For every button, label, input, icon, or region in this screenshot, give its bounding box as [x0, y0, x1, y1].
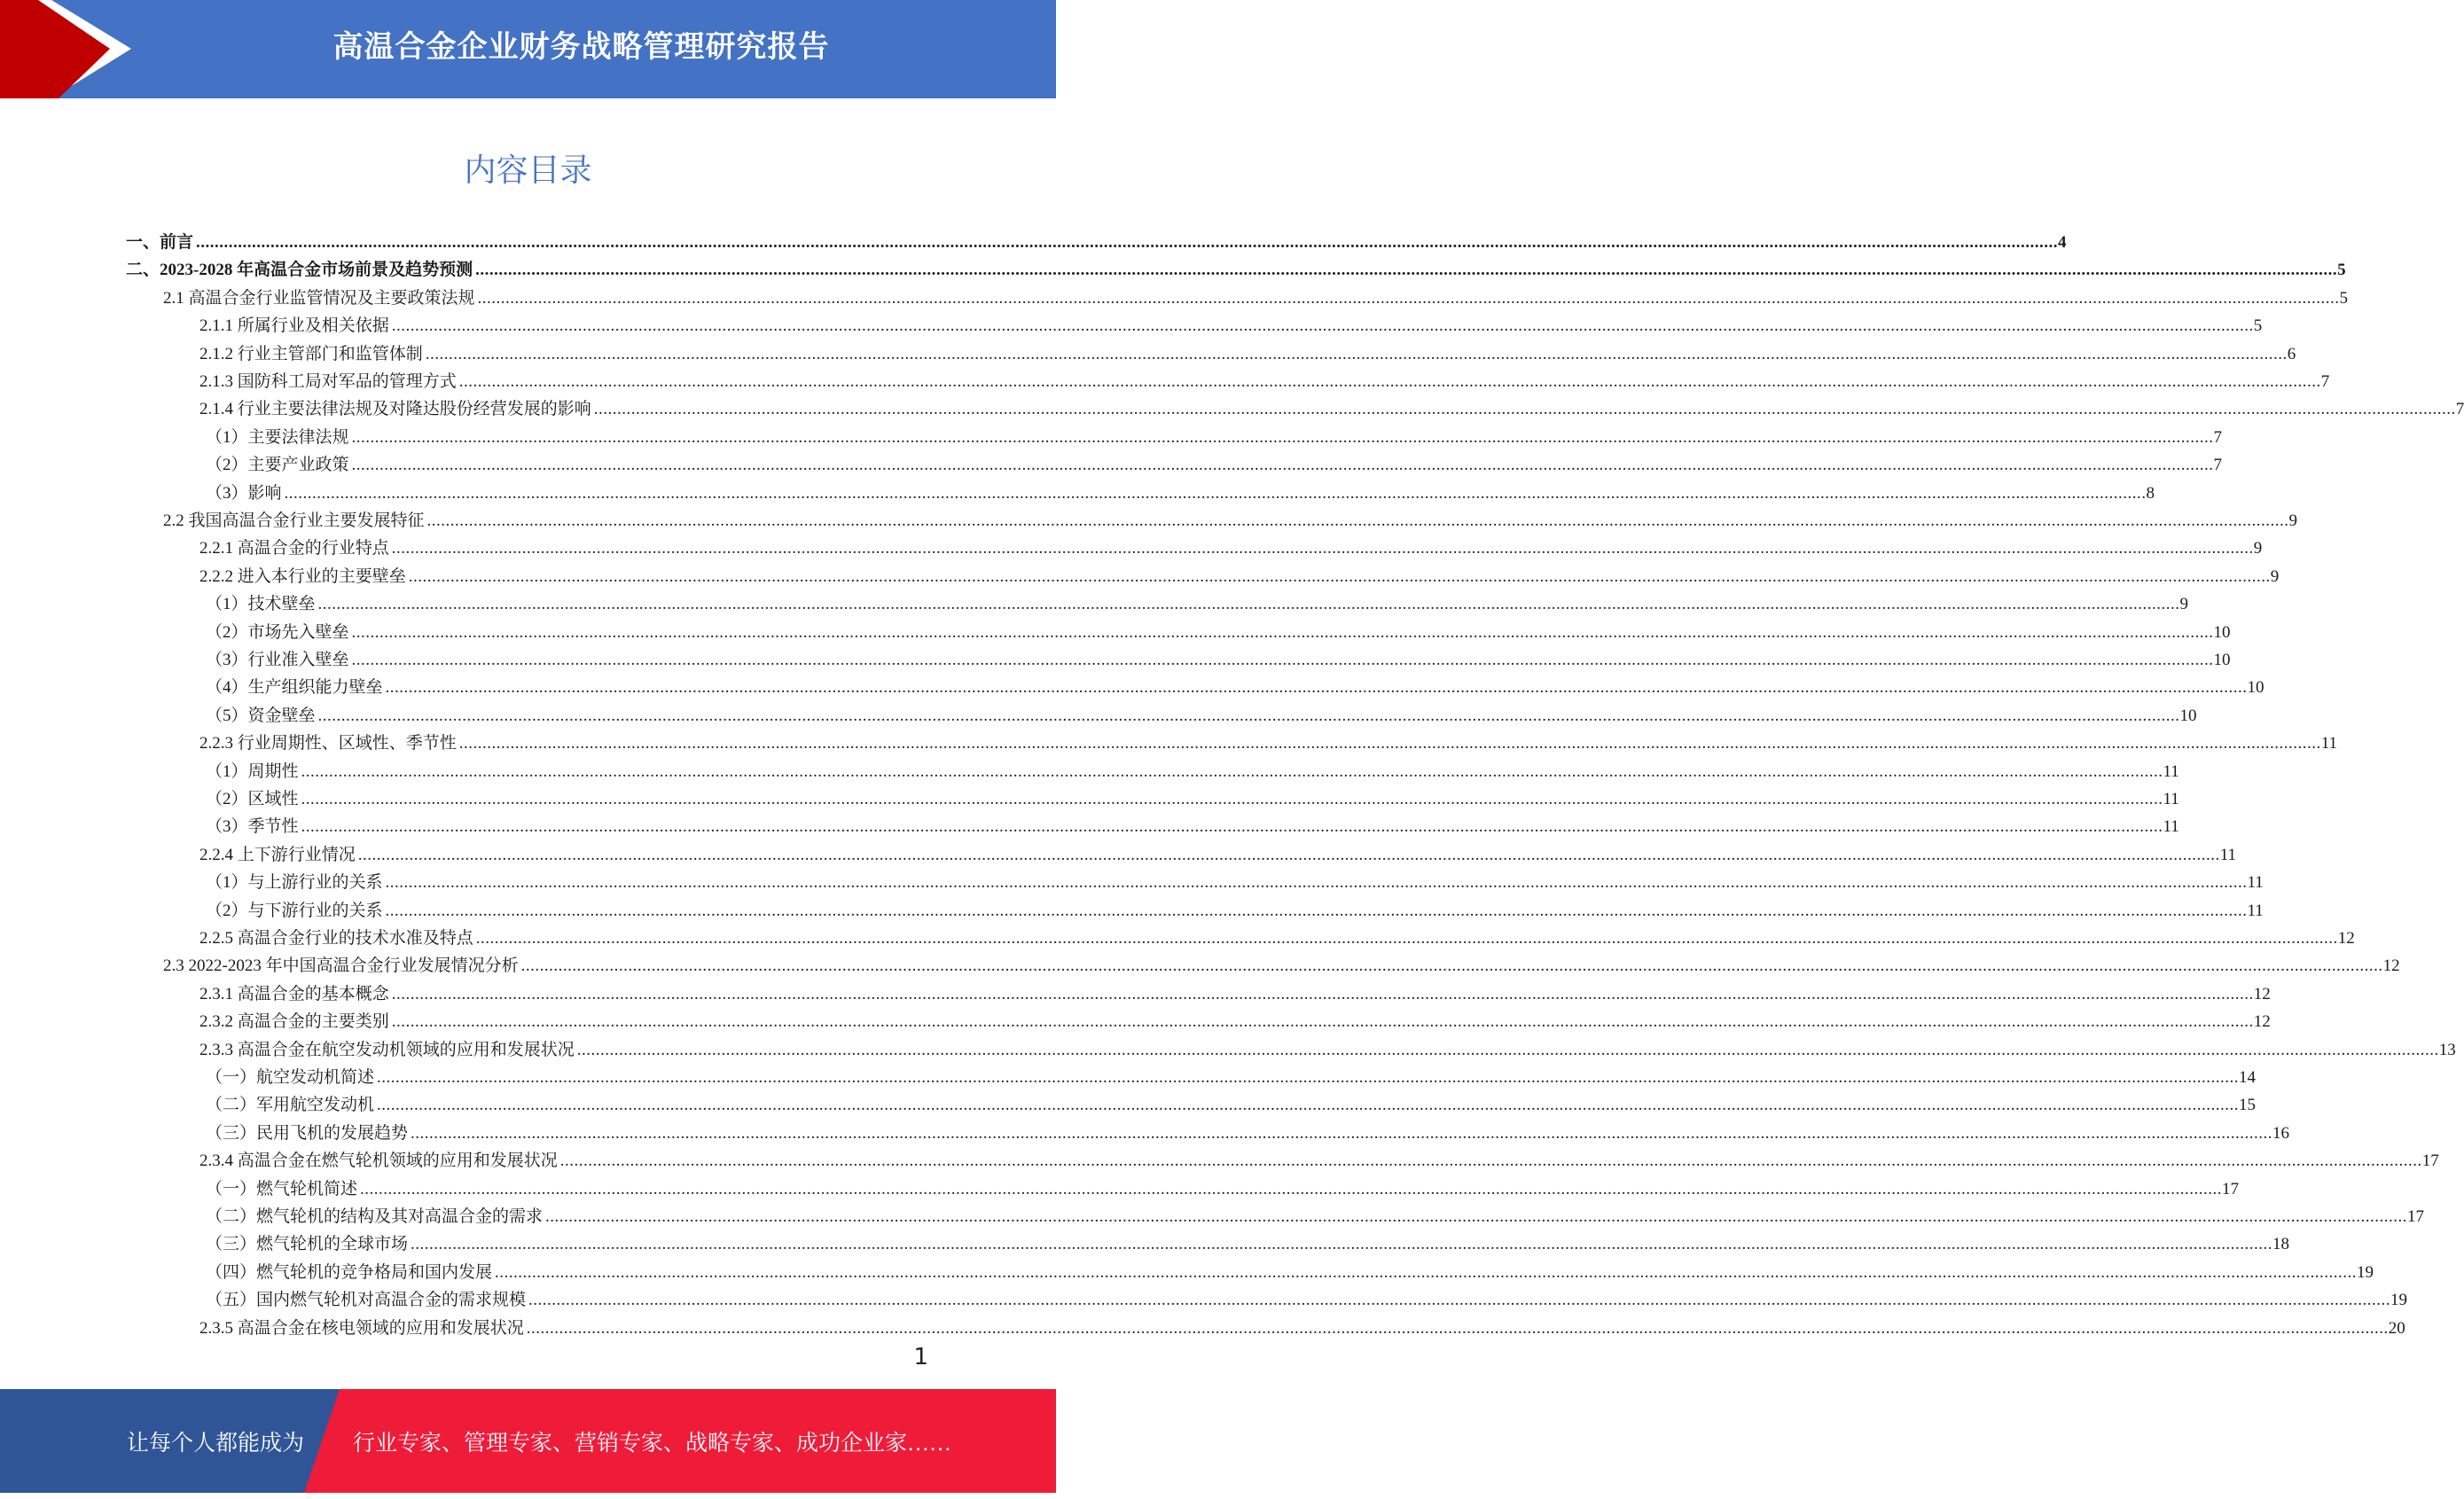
toc-entry-title: （2）市场先入壁垒 [206, 623, 349, 642]
toc-dot-leader: ................................................................................................................................................................................................................................................................................................................................................................................................................ [351, 456, 2214, 474]
toc-dot-leader: ................................................................................................................................................................................................................................................................................................................................................................................................................ [360, 1180, 2223, 1198]
toc-entry[interactable] [163, 949, 2400, 976]
toc-entry-page: 20 [2388, 1319, 2405, 1338]
toc-entry-title: 2.1.1 所属行业及相关依据 [199, 316, 389, 335]
toc-entry[interactable] [206, 1283, 2408, 1310]
toc-dot-leader: ................................................................................................................................................................................................................................................................................................................................................................................................................ [357, 846, 2220, 864]
toc-entry-title: （5）资金壁垒 [206, 707, 316, 725]
toc-entry-page: 12 [2382, 956, 2400, 975]
toc-dot-leader: ................................................................................................................................................................................................................................................................................................................................................................................................................ [411, 1235, 2273, 1253]
toc-entry-page: 11 [2247, 873, 2264, 892]
toc-entry-title: （一）燃气轮机简述 [206, 1180, 358, 1198]
toc-heading: 内容目录 [464, 152, 592, 189]
toc-entry-title: 2.2.3 行业周期性、区域性、季节性 [199, 734, 457, 753]
toc-entry-page: 7 [2213, 428, 2223, 447]
toc-entry[interactable] [206, 894, 2264, 921]
toc-entry-title: 2.1.4 行业主要法律法规及对隆达股份经营发展的影响 [199, 400, 591, 418]
toc-entry[interactable] [199, 337, 2296, 364]
toc-entry-title: 2.1.2 行业主管部门和监管体制 [199, 345, 423, 363]
toc-entry-page: 8 [2146, 484, 2155, 503]
toc-entry-title: 2.1.3 国防科工局对军品的管理方式 [199, 372, 457, 391]
footer-bar [0, 1389, 1056, 1493]
footer-slogan: 让每个人都能成为 [127, 1432, 305, 1456]
toc-entry-title: 2.3.1 高温合金的基本概念 [199, 985, 389, 1003]
toc-entry-page: 7 [2455, 400, 2464, 418]
toc-entry-page: 18 [2272, 1235, 2290, 1253]
toc-entry-page: 10 [2213, 651, 2231, 669]
toc-entry-page: 13 [2438, 1041, 2456, 1059]
toc-entry[interactable] [206, 1199, 2425, 1227]
toc-entry-title: （一）航空发动机简述 [206, 1068, 375, 1087]
toc-entry-page: 16 [2272, 1124, 2290, 1143]
toc-entry[interactable] [206, 1088, 2257, 1115]
toc-entry[interactable] [206, 754, 2179, 782]
toc-entry-title: （4）生产组织能力壁垒 [206, 678, 383, 697]
toc-entry-title: 2.2.2 进入本行业的主要壁垒 [199, 567, 406, 586]
toc-entry[interactable] [126, 225, 2067, 253]
toc-dot-leader: ................................................................................................................................................................................................................................................................................................................................................................................................................ [301, 790, 2163, 808]
footer-tagline: 行业专家、管理专家、营销专家、战略专家、成功企业家…… [353, 1432, 952, 1456]
toc-entry-page: 9 [2270, 567, 2280, 586]
toc-entry-page: 11 [2163, 790, 2179, 808]
toc-entry-title: 二、2023-2028 年高温合金市场前景及趋势预测 [126, 261, 473, 279]
toc-entry[interactable] [206, 809, 2179, 837]
toc-dot-leader: ................................................................................................................................................................................................................................................................................................................................................................................................................ [391, 1012, 2254, 1031]
toc-dot-leader: ................................................................................................................................................................................................................................................................................................................................................................................................................ [545, 1207, 2408, 1226]
toc-entry[interactable] [206, 1060, 2257, 1088]
toc-entry-title: （1）主要法律法规 [206, 428, 349, 447]
toc-entry[interactable] [163, 504, 2298, 531]
toc-entry-title: 2.2.5 高温合金行业的技术水准及特点 [199, 929, 473, 948]
toc-entry-title: 2.2.1 高温合金的行业特点 [199, 539, 389, 558]
toc-dot-leader: ................................................................................................................................................................................................................................................................................................................................................................................................................ [391, 316, 2254, 335]
toc-entry[interactable] [206, 587, 2189, 614]
toc-entry-title: （三）燃气轮机的全球市场 [206, 1235, 409, 1253]
toc-entry-page: 9 [2253, 539, 2263, 558]
toc-entry-title: 2.2 我国高温合金行业主要发展特征 [163, 511, 425, 530]
toc-dot-leader: ................................................................................................................................................................................................................................................................................................................................................................................................................ [301, 817, 2163, 836]
toc-entry-title: 2.3.3 高温合金在航空发动机领域的应用和发展状况 [199, 1041, 575, 1059]
toc-entry[interactable] [206, 670, 2265, 698]
toc-dot-leader: ................................................................................................................................................................................................................................................................................................................................................................................................................ [317, 595, 2180, 613]
toc-entry-page: 10 [2213, 623, 2231, 642]
toc-dot-leader: ................................................................................................................................................................................................................................................................................................................................................................................................................ [520, 956, 2383, 975]
toc-entry-page: 19 [2390, 1291, 2408, 1309]
toc-dot-leader: ................................................................................................................................................................................................................................................................................................................................................................................................................ [196, 233, 2059, 252]
toc-entry[interactable] [206, 1255, 2374, 1283]
toc-entry-page: 11 [2163, 817, 2179, 836]
toc-entry-page: 15 [2239, 1096, 2257, 1114]
toc-dot-leader: ................................................................................................................................................................................................................................................................................................................................................................................................................ [425, 345, 2288, 363]
toc-entry-title: （2）区域性 [206, 790, 299, 808]
toc-dot-leader: ................................................................................................................................................................................................................................................................................................................................................................................................................ [475, 929, 2338, 948]
toc-entry-title: 一、前言 [126, 233, 194, 252]
toc-entry-title: （三）民用飞机的发展趋势 [206, 1124, 409, 1143]
toc-entry[interactable] [199, 364, 2330, 392]
toc-entry[interactable] [199, 1144, 2439, 1171]
toc-entry[interactable] [206, 782, 2179, 809]
toc-entry[interactable] [206, 615, 2231, 643]
toc-entry-page: 9 [2179, 595, 2189, 613]
toc-dot-leader: ................................................................................................................................................................................................................................................................................................................................................................................................................ [385, 902, 2248, 920]
toc-entry-page: 7 [2213, 456, 2223, 474]
toc-entry-page: 14 [2239, 1068, 2257, 1087]
report-title: 高温合金企业财务战略管理研究报告 [332, 29, 830, 65]
toc-entry-title: （3）行业准入壁垒 [206, 651, 349, 669]
toc-entry-title: 2.3.5 高温合金在核电领域的应用和发展状况 [199, 1319, 524, 1338]
toc-entry-page: 11 [2247, 902, 2264, 920]
toc-dot-leader: ................................................................................................................................................................................................................................................................................................................................................................................................................ [377, 1068, 2240, 1087]
toc-entry-title: 2.2.4 上下游行业情况 [199, 846, 356, 864]
toc-dot-leader: ................................................................................................................................................................................................................................................................................................................................................................................................................ [385, 678, 2248, 697]
toc-entry-page: 5 [2253, 316, 2263, 335]
toc-entry[interactable] [206, 476, 2155, 504]
toc-entry[interactable] [199, 838, 2237, 865]
toc-dot-leader: ................................................................................................................................................................................................................................................................................................................................................................................................................ [284, 484, 2147, 503]
toc-dot-leader: ................................................................................................................................................................................................................................................................................................................................................................................................................ [458, 372, 2321, 391]
toc-entry-title: （3）季节性 [206, 817, 299, 836]
toc-dot-leader: ................................................................................................................................................................................................................................................................................................................................................................................................................ [351, 623, 2214, 642]
toc-entry-title: （1）与上游行业的关系 [206, 873, 383, 892]
toc-dot-leader: ................................................................................................................................................................................................................................................................................................................................................................................................................ [385, 873, 2248, 892]
toc-entry[interactable] [199, 531, 2263, 558]
toc-entry[interactable] [199, 1004, 2271, 1032]
toc-entry-title: （二）燃气轮机的结构及其对高温合金的需求 [206, 1207, 544, 1226]
toc-entry-title: （2）与下游行业的关系 [206, 902, 383, 920]
toc-dot-leader: ................................................................................................................................................................................................................................................................................................................................................................................................................ [426, 511, 2289, 530]
toc-entry-page: 4 [2058, 233, 2067, 252]
toc-entry[interactable] [126, 253, 2346, 280]
toc-entry-page: 6 [2287, 345, 2296, 363]
toc-dot-leader: ................................................................................................................................................................................................................................................................................................................................................................................................................ [411, 1124, 2273, 1143]
toc-entry[interactable] [206, 1227, 2290, 1254]
toc-entry-page: 11 [2320, 734, 2338, 753]
toc-entry-page: 10 [2179, 707, 2197, 725]
toc-entry-page: 17 [2222, 1180, 2240, 1198]
toc-entry[interactable] [206, 420, 2223, 448]
toc-entry-page: 17 [2407, 1207, 2425, 1226]
toc-entry[interactable] [206, 1116, 2290, 1144]
toc-entry[interactable] [199, 559, 2280, 587]
toc-entry[interactable] [199, 1033, 2456, 1060]
toc-dot-leader: ................................................................................................................................................................................................................................................................................................................................................................................................................ [495, 1263, 2358, 1282]
toc-entry-page: 9 [2288, 511, 2298, 530]
toc-entry-page: 11 [2219, 846, 2237, 864]
toc-dot-leader: ................................................................................................................................................................................................................................................................................................................................................................................................................ [526, 1319, 2389, 1338]
toc-entry[interactable] [206, 643, 2231, 670]
toc-entry[interactable] [199, 726, 2338, 753]
toc-dot-leader: ................................................................................................................................................................................................................................................................................................................................................................................................................ [391, 985, 2254, 1003]
toc-entry[interactable] [206, 448, 2223, 475]
toc-entry-title: （1）周期性 [206, 762, 299, 781]
toc-entry[interactable] [206, 865, 2264, 893]
toc-entry-page: 12 [2253, 985, 2271, 1003]
toc-entry-title: 2.3 2022-2023 年中国高温合金行业发展情况分析 [163, 956, 519, 975]
toc-dot-leader: ................................................................................................................................................................................................................................................................................................................................................................................................................ [458, 734, 2321, 753]
toc-entry[interactable] [199, 392, 2464, 419]
toc-dot-leader: ................................................................................................................................................................................................................................................................................................................................................................................................................ [377, 1096, 2240, 1114]
toc-entry-page: 11 [2163, 762, 2179, 781]
toc-entry-page: 19 [2357, 1263, 2374, 1282]
toc-entry-page: 7 [2320, 372, 2330, 391]
toc-entry[interactable] [199, 921, 2355, 949]
page-number: 1 [913, 1344, 928, 1370]
toc-dot-leader: ................................................................................................................................................................................................................................................................................................................................................................................................................ [528, 1291, 2391, 1309]
toc-entry-page: 5 [2339, 289, 2349, 308]
toc-entry-title: （四）燃气轮机的竞争格局和国内发展 [206, 1263, 493, 1282]
toc-entry-title: 2.3.2 高温合金的主要类别 [199, 1012, 389, 1031]
toc-dot-leader: ................................................................................................................................................................................................................................................................................................................................................................................................................ [317, 707, 2180, 725]
toc-dot-leader: ................................................................................................................................................................................................................................................................................................................................................................................................................ [593, 400, 2456, 418]
toc-dot-leader: ................................................................................................................................................................................................................................................................................................................................................................................................................ [477, 289, 2340, 308]
header-bar [0, 0, 1056, 98]
red-chevron-shape [0, 0, 110, 98]
toc-entry-page: 10 [2247, 678, 2265, 697]
toc-dot-leader: ................................................................................................................................................................................................................................................................................................................................................................................................................ [576, 1041, 2439, 1059]
toc-entry-title: （3）影响 [206, 484, 282, 503]
toc-entry[interactable] [199, 308, 2263, 336]
toc-entry[interactable] [206, 1172, 2240, 1199]
toc-entry[interactable] [199, 1311, 2405, 1339]
toc-entry-page: 5 [2337, 261, 2346, 279]
toc-dot-leader: ................................................................................................................................................................................................................................................................................................................................................................................................................ [351, 651, 2214, 669]
toc-dot-leader: ................................................................................................................................................................................................................................................................................................................................................................................................................ [351, 428, 2214, 447]
toc-entry[interactable] [163, 281, 2349, 308]
toc-entry-title: （2）主要产业政策 [206, 456, 349, 474]
toc-entry-title: （二）军用航空发动机 [206, 1096, 375, 1114]
toc-entry-title: 2.1 高温合金行业监管情况及主要政策法规 [163, 289, 475, 308]
toc-entry-page: 12 [2253, 1012, 2271, 1031]
toc-entry[interactable] [199, 977, 2271, 1004]
toc-entry-page: 17 [2421, 1152, 2439, 1170]
toc-dot-leader: ................................................................................................................................................................................................................................................................................................................................................................................................................ [391, 539, 2254, 558]
toc-entry-title: （1）技术壁垒 [206, 595, 316, 613]
toc-entry-title: （五）国内燃气轮机对高温合金的需求规模 [206, 1291, 527, 1309]
toc-entry-title: 2.3.4 高温合金在燃气轮机领域的应用和发展状况 [199, 1152, 558, 1170]
toc-dot-leader: ................................................................................................................................................................................................................................................................................................................................................................................................................ [301, 762, 2163, 781]
toc-dot-leader: ................................................................................................................................................................................................................................................................................................................................................................................................................ [559, 1152, 2422, 1170]
toc-entry[interactable] [206, 699, 2197, 726]
toc-dot-leader: ................................................................................................................................................................................................................................................................................................................................................................................................................ [408, 567, 2271, 586]
toc-entry-page: 12 [2337, 929, 2355, 948]
toc-dot-leader: ................................................................................................................................................................................................................................................................................................................................................................................................................ [475, 261, 2338, 279]
